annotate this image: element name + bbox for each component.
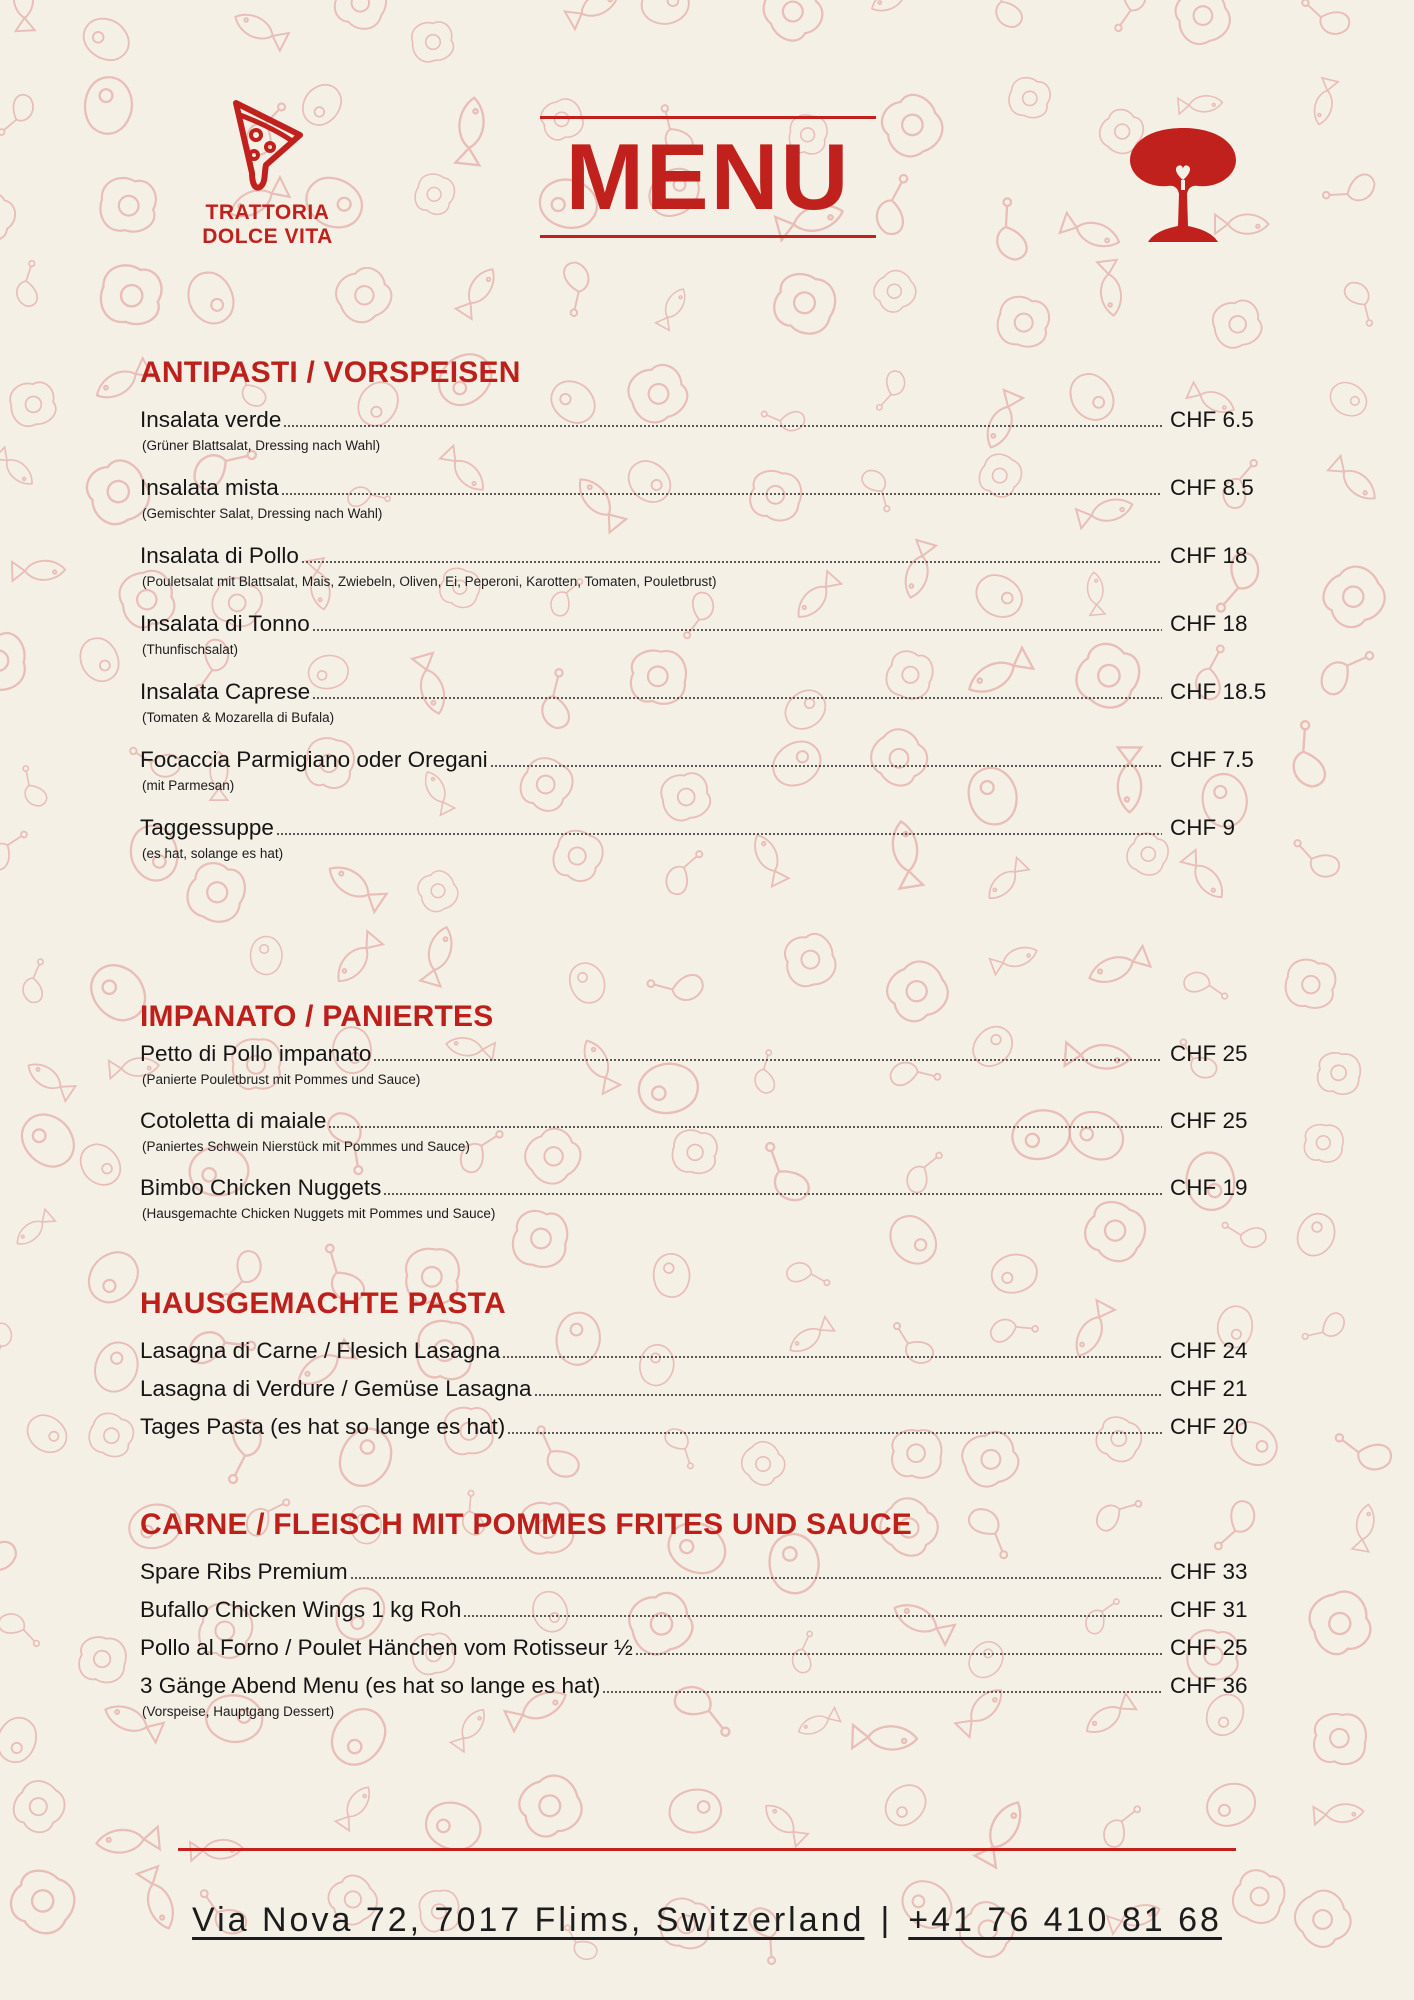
menu-item [140,1035,1270,1090]
page-title: MENU [565,124,851,229]
section-impanato [140,999,1270,1224]
section-antipasti [140,355,1270,864]
item-description: (Hausgemachte Chicken Nuggets mit Pommes und Sauce) [142,1206,496,1221]
item-price: CHF 18 [1170,543,1248,568]
menu-item [140,537,1270,592]
item-name: 3 Gänge Abend Menu (es hat so lange es hat) [140,1673,601,1698]
pizza-slice-icon [226,95,310,195]
menu-item [140,1547,1270,1585]
item-price: CHF 19 [1170,1175,1248,1200]
item-name: Bimbo Chicken Nuggets [140,1175,382,1200]
dot-leader [534,1394,1162,1396]
menu-title-block [540,116,876,238]
item-description: (Pouletsalat mit Blattsalat, Mais, Zwiebeln, Oliven, Ei, Peperoni, Karotten, Tomaten, Pouletbrust) [142,574,717,589]
item-name: Cotoletta di maiale [140,1108,327,1133]
item-description: (Thunfischsalat) [142,642,239,657]
item-price: CHF 25 [1170,1635,1248,1660]
item-price: CHF 25 [1170,1041,1248,1066]
menu-item [140,1661,1270,1722]
item-price: CHF 7.5 [1170,747,1254,772]
item-name: Lasagna di Carne / Flesich Lasagna [140,1338,501,1363]
footer-divider [178,1848,1236,1851]
dot-leader [463,1615,1162,1617]
item-name: Insalata verde [140,407,282,432]
item-description: (Panierte Pouletbrust mit Pommes und Sauce) [142,1072,421,1087]
brand-line-2: DOLCE VITA [202,225,333,248]
title-rule-top [540,116,876,119]
dot-leader [301,561,1162,563]
item-name: Spare Ribs Premium [140,1559,348,1584]
menu-item [140,809,1270,864]
item-name: Tages Pasta (es hat so lange es hat) [140,1414,506,1439]
menu-item [140,1402,1270,1440]
phone-number: +41 76 410 81 68 [908,1901,1222,1939]
menu-item [140,469,1270,524]
item-price: CHF 18.5 [1170,679,1267,704]
item-price: CHF 6.5 [1170,407,1254,432]
item-price: CHF 36 [1170,1673,1248,1698]
dot-leader [281,493,1162,495]
dot-leader [502,1356,1162,1358]
item-price: CHF 18 [1170,611,1248,636]
item-name: Taggessuppe [140,815,274,840]
section-title: HAUSGEMACHTE PASTA [140,1287,506,1320]
menu-item [140,1585,1270,1623]
item-name: Focaccia Parmigiano oder Oregani [140,747,488,772]
dot-leader [490,765,1162,767]
item-price: CHF 31 [1170,1597,1248,1622]
restaurant-logo [180,95,355,249]
menu-item [140,605,1270,660]
title-rule-bottom [540,235,876,238]
item-name: Insalata Caprese [140,679,311,704]
section-pasta [140,1286,1270,1440]
item-description: (mit Parmesan) [142,778,235,793]
item-name: Insalata di Pollo [140,543,299,568]
item-description: (es hat, solange es hat) [142,846,284,861]
item-description: (Vorspeise, Hauptgang Dessert) [142,1704,335,1719]
dot-leader [383,1193,1162,1195]
item-price: CHF 8.5 [1170,475,1254,500]
item-name: Insalata di Tonno [140,611,310,636]
dot-leader [350,1577,1162,1579]
dot-leader [602,1691,1162,1693]
section-title: ANTIPASTI / VORSPEISEN [140,356,521,389]
item-price: CHF 9 [1170,815,1236,840]
item-description: (Grüner Blattsalat, Dressing nach Wahl) [142,438,381,453]
brand-line-1: TRATTORIA [205,201,330,224]
section-carne [140,1507,1270,1722]
menu-item [140,1364,1270,1402]
menu-item [140,1169,1270,1224]
menu-item [140,1102,1270,1157]
menu-item [140,673,1270,728]
dot-leader [373,1059,1162,1061]
dot-leader [507,1432,1162,1434]
item-name: Bufallo Chicken Wings 1 kg Roh [140,1597,462,1622]
item-name: Pollo al Forno / Poulet Hänchen vom Rotisseur ½ [140,1635,633,1660]
address-text: Via Nova 72, 7017 Flims, Switzerland [192,1901,865,1939]
dot-leader [312,697,1162,699]
dot-leader [328,1126,1162,1128]
item-description: (Tomaten & Mozarella di Bufala) [142,710,335,725]
footer-contact [140,1900,1274,1940]
tree-heart-icon [1128,122,1238,246]
dot-leader [312,629,1162,631]
section-title: CARNE / FLEISCH MIT POMMES FRITES UND SAUCE [140,1508,912,1541]
item-name: Lasagna di Verdure / Gemüse Lasagna [140,1376,532,1401]
item-price: CHF 33 [1170,1559,1248,1584]
separator: | [880,1901,893,1939]
item-description: (Paniertes Schwein Nierstück mit Pommes und Sauce) [142,1139,470,1154]
item-price: CHF 20 [1170,1414,1248,1439]
item-description: (Gemischter Salat, Dressing nach Wahl) [142,506,383,521]
item-name: Petto di Pollo impanato [140,1041,372,1066]
dot-leader [283,425,1162,427]
dot-leader [635,1653,1162,1655]
menu-item [140,401,1270,456]
menu-item [140,1623,1270,1661]
item-price: CHF 25 [1170,1108,1248,1133]
section-title: IMPANATO / PANIERTES [140,1000,494,1033]
item-name: Insalata mista [140,475,279,500]
dot-leader [276,833,1162,835]
item-price: CHF 24 [1170,1338,1248,1363]
item-price: CHF 21 [1170,1376,1248,1401]
menu-item [140,741,1270,796]
menu-item [140,1326,1270,1364]
